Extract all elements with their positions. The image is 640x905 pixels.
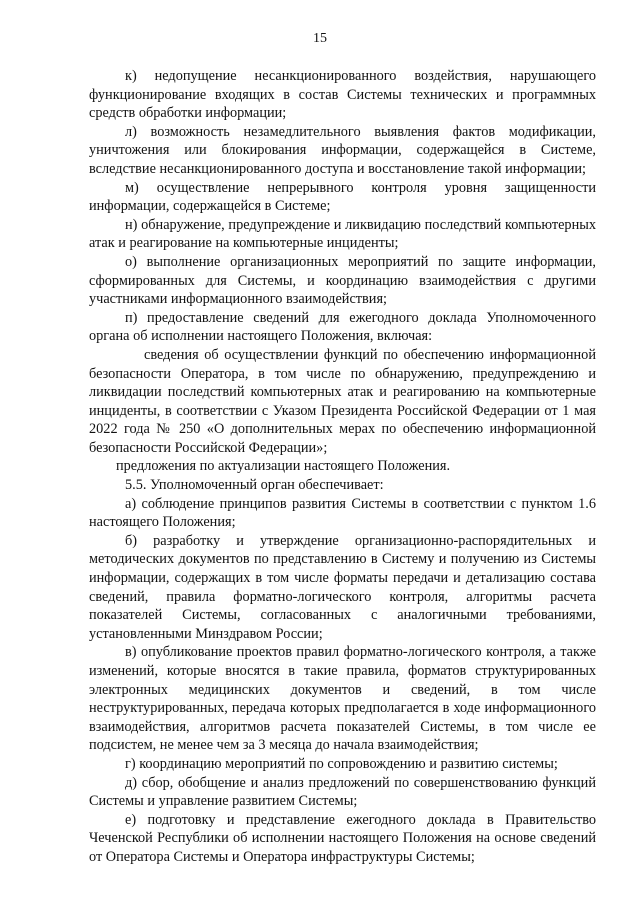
paragraph-v: в) опубликование проектов правил форматно-логического контроля, а также изменений, которые вносятся в такие правила, форматов структурированных электронных медицинских документов и сведений, в том числе неструктурированных, передача которых предполагается в ходе информационного взаимодействия, алгоритмов расчета показателей Системы, в том числе ее подсистем, не менее чем за 3 месяца до начала взаимодействия;: [89, 644, 596, 754]
paragraph-l: л) возможность незамедлительного выявления фактов модификации, уничтожения или блокирования информации, содержащейся в Системе, вследствие несанкционированного доступа и восстановление такой информации;: [89, 123, 596, 177]
paragraph-g: г) координацию мероприятий по сопровождению и развитию системы;: [125, 755, 558, 772]
paragraph-o: о) выполнение организационных мероприятий по защите информации, сформированных для Системы, и координацию взаимодействия с другими участниками информационного взаимодействия;: [89, 253, 596, 308]
paragraph-m: м) осуществление непрерывного контроля уровня защищенности информации, содержащейся в Системе;: [89, 179, 596, 215]
paragraph-e: е) подготовку и представление ежегодного доклада в Правительство Чеченской Республики об исполнении настоящего Положения на основе сведений от Оператора Системы и Оператора инфраструктуры Системы;: [89, 811, 596, 865]
paragraph-p: п) предоставление сведений для ежегодного доклада Уполномоченного органа об исполнении настоящего Положения, включая:: [89, 309, 596, 345]
paragraph-a: а) соблюдение принципов развития Системы в соответствии с пунктом 1.6 настоящего Положения;: [89, 495, 596, 531]
paragraph-n: н) обнаружение, предупреждение и ликвидацию последствий компьютерных атак и реагирование на компьютерные инциденты;: [89, 216, 596, 252]
paragraph-d: д) сбор, обобщение и анализ предложений по совершенствованию функций Системы и управление развитием Системы;: [89, 774, 596, 810]
section-5-5-heading: 5.5. Уполномоченный орган обеспечивает:: [125, 477, 384, 494]
paragraph-b: б) разработку и утверждение организационно-распорядительных и методических документов по представлению в Систему и получению из Системы информации, содержащих в том числе форматы передачи и детализацию состава сведений, правила форматно-логического контроля, алгоритмы расчета показателей Системы, согласованных с аналогичными требованиями, установленными Минздравом России;: [89, 532, 596, 642]
page-number: 15: [313, 31, 327, 46]
paragraph-p-info: сведения об осуществлении функций по обеспечению информационной безопасности Оператора, в том числе по обнаружению, предупреждению и ликвидации последствий компьютерных атак и реагированию на компьютерные инциденты, в соответствии с Указом Президента Российской Федерации от 1 мая 2022 года № 250 «О дополнительных мерах по обеспечению информационной безопасности Российской Федерации»;: [89, 346, 596, 456]
document-body: [89, 67, 596, 867]
paragraph-p-proposals: предложения по актуализации настоящего Положения.: [116, 458, 451, 475]
paragraph-k: к) недопущение несанкционированного воздействия, нарушающего функционирование входящих в состав Системы технических и программных средств обработки информации;: [89, 68, 596, 122]
